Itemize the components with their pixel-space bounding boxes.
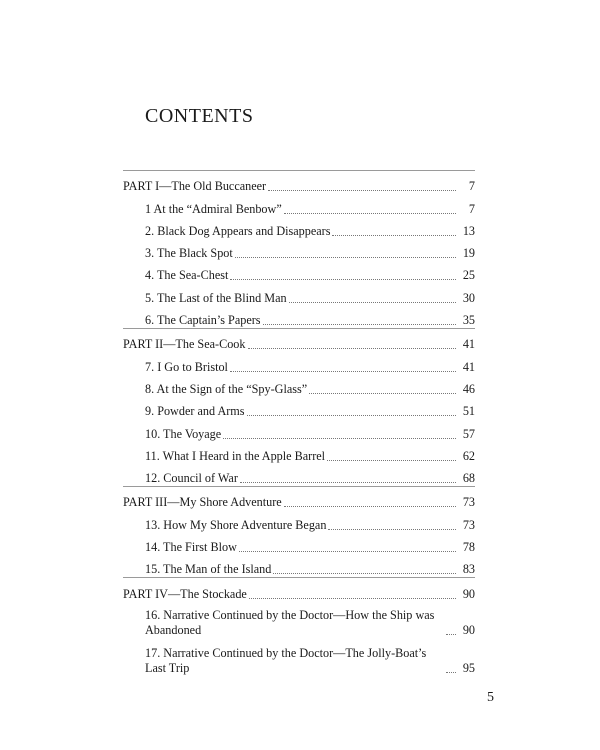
toc-chapter-title: 3. The Black Spot	[145, 246, 233, 261]
toc-chapter-title: 10. The Voyage	[145, 426, 222, 441]
toc-chapter-entry[interactable]	[123, 261, 475, 283]
dot-leader	[328, 529, 456, 530]
toc-part-title: PART III—My Shore Adventure	[123, 495, 282, 510]
toc-chapter-title: 5. The Last of the Blind Man	[145, 290, 287, 305]
toc-chapter-title: 1 At the “Admiral Benbow”	[145, 201, 282, 216]
toc-chapter-entry[interactable]	[123, 602, 475, 640]
toc-page-number: 7	[468, 179, 475, 194]
toc-page-number: 68	[462, 471, 475, 486]
toc-part	[123, 486, 475, 577]
toc-part	[123, 170, 475, 328]
dot-leader	[240, 482, 456, 483]
toc-chapter-title: 4. The Sea-Chest	[145, 268, 229, 283]
toc-chapter-entry[interactable]	[123, 217, 475, 239]
toc-part-entry[interactable]	[123, 579, 475, 601]
toc-page-number: 73	[462, 517, 475, 532]
toc-chapter-title: 16. Narrative Continued by the Doctor—How the Ship was Abandoned	[145, 607, 435, 637]
toc-chapter-entry[interactable]	[123, 375, 475, 397]
toc-chapter-title: 12. Council of War	[145, 471, 238, 486]
toc-part-title: PART IV—The Stockade	[123, 586, 247, 601]
toc-page-number: 19	[462, 246, 475, 261]
toc-page-number: 78	[462, 540, 475, 555]
toc-page-number: 90	[462, 586, 475, 601]
toc-chapter-entry[interactable]	[123, 397, 475, 419]
dot-leader	[249, 598, 456, 599]
toc-chapter-entry[interactable]	[123, 442, 475, 464]
toc-page-number: 41	[462, 337, 475, 352]
toc-chapter-title: 14. The First Blow	[145, 540, 237, 555]
toc-page-number: 30	[462, 290, 475, 305]
toc-page-number: 62	[462, 448, 475, 463]
dot-leader	[230, 279, 456, 280]
dot-leader	[239, 551, 456, 552]
toc-chapter-title: 2. Black Dog Appears and Disappears	[145, 223, 331, 238]
toc-chapter-title: 7. I Go to Bristol	[145, 359, 228, 374]
toc-chapter-title: 6. The Captain’s Papers	[145, 313, 261, 328]
toc-part-entry[interactable]	[123, 172, 475, 194]
toc-page-number: 7	[468, 201, 475, 216]
toc-chapter-entry[interactable]	[123, 510, 475, 532]
contents-heading: CONTENTS	[145, 105, 254, 127]
toc-page-number: 35	[462, 313, 475, 328]
dot-leader	[284, 213, 456, 214]
toc-part	[123, 328, 475, 486]
toc-chapter-title: 8. At the Sign of the “Spy-Glass”	[145, 381, 308, 396]
dot-leader	[235, 257, 456, 258]
dot-leader	[263, 324, 456, 325]
dot-leader	[284, 506, 456, 507]
toc-page-number: 25	[462, 268, 475, 283]
toc-part	[123, 577, 475, 677]
toc-part-title: PART I—The Old Buccaneer	[123, 179, 267, 194]
toc-chapter-title: 17. Narrative Continued by the Doctor—The Jolly-Boat’s Last Trip	[145, 645, 427, 675]
toc-page-number: 90	[462, 622, 475, 637]
toc-chapter-entry[interactable]	[123, 555, 475, 577]
dot-leader	[273, 573, 456, 574]
toc-page-number: 41	[462, 359, 475, 374]
dot-leader	[230, 371, 456, 372]
toc-page-number: 46	[462, 381, 475, 396]
toc-chapter-entry[interactable]	[123, 419, 475, 441]
toc-chapter-title: 15. The Man of the Island	[145, 562, 272, 577]
dot-leader	[289, 302, 456, 303]
toc-page-number: 73	[462, 495, 475, 510]
dot-leader	[332, 235, 456, 236]
toc-chapter-entry[interactable]	[123, 640, 475, 678]
dot-leader	[309, 393, 456, 394]
toc-page-number: 95	[462, 660, 475, 675]
dot-leader	[446, 634, 456, 635]
dot-leader	[223, 438, 456, 439]
toc-page-number: 57	[462, 426, 475, 441]
toc-page-number: 51	[462, 404, 475, 419]
toc-part-entry[interactable]	[123, 330, 475, 352]
toc-chapter-entry[interactable]	[123, 239, 475, 261]
toc-part-entry[interactable]	[123, 488, 475, 510]
toc-page-number: 13	[462, 223, 475, 238]
toc-chapter-entry[interactable]	[123, 464, 475, 486]
dot-leader	[247, 415, 456, 416]
table-of-contents	[123, 170, 475, 678]
toc-part-title: PART II—The Sea-Cook	[123, 337, 246, 352]
toc-chapter-entry[interactable]	[123, 306, 475, 328]
toc-chapter-entry[interactable]	[123, 194, 475, 216]
toc-chapter-title: 11. What I Heard in the Apple Barrel	[145, 448, 326, 463]
dot-leader	[248, 348, 457, 349]
toc-chapter-entry[interactable]	[123, 283, 475, 305]
toc-chapter-title: 9. Powder and Arms	[145, 404, 245, 419]
toc-page-number: 83	[462, 562, 475, 577]
toc-chapter-title: 13. How My Shore Adventure Began	[145, 517, 327, 532]
toc-chapter-entry[interactable]	[123, 352, 475, 374]
toc-chapter-entry[interactable]	[123, 533, 475, 555]
dot-leader	[268, 190, 456, 191]
page-number: 5	[487, 690, 494, 705]
dot-leader	[327, 460, 456, 461]
dot-leader	[446, 672, 456, 673]
